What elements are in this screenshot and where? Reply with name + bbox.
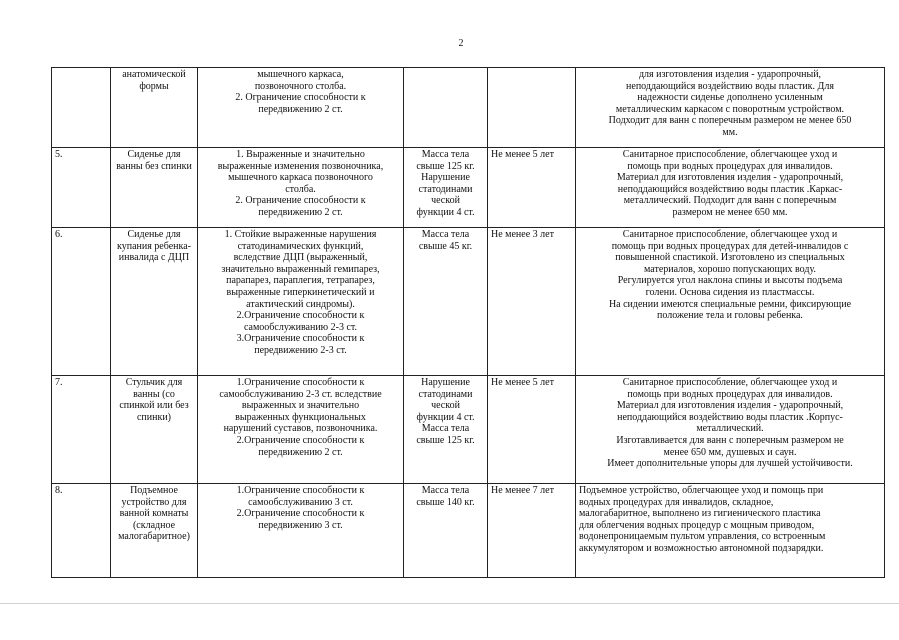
cell-line: мышечного каркаса, [257, 69, 344, 80]
cell-line: (складное [132, 519, 176, 531]
cell-line: повышенной спастикой. Изготовлено из специальных [615, 252, 845, 264]
cell-line: Изготавливается для ванн с поперечным размером не [616, 434, 844, 446]
cell-line: ванны без спинки [116, 160, 192, 172]
page-number: 2 [458, 38, 464, 49]
cell-line: свыше 125 кг. [416, 434, 475, 446]
cell-line: Регулируется угол наклона спины и высоты подъема [617, 275, 843, 287]
cell-line: Подъемное устройство, облегчающее уход и помощь при [579, 485, 824, 496]
cell-line: для изготовления изделия - ударопрочный, [638, 69, 822, 80]
cell-line: самообслуживанию 2-3 ст. вследствие [219, 388, 382, 400]
product-name [111, 484, 198, 578]
service-term [488, 68, 576, 148]
cell-line: спинкой или без [119, 400, 189, 412]
cell-line: Нарушение [421, 377, 470, 388]
cell-line: свыше 45 кг. [418, 240, 473, 252]
cell-line: ванной комнаты [119, 508, 189, 520]
cell-line: самообслуживанию 2-3 ст. [243, 321, 358, 333]
row-number [52, 68, 111, 148]
cell-line: передвижению 2-3 ст. [254, 344, 347, 356]
cell-line: функции 4 ст. [416, 206, 475, 218]
description [576, 376, 885, 484]
service-term: Не менее 7 лет [488, 484, 576, 578]
cell-line: 2. Ограничение способности к [235, 92, 366, 104]
cell-line: функции 4 ст. [416, 411, 475, 423]
cell-line: 3.Ограничение способности к [236, 333, 365, 345]
cell-line: статодинами [418, 183, 473, 195]
cell-line: ванны (со [133, 388, 175, 400]
contraindications [404, 68, 488, 148]
cell-line: помощь при водных процедурах для инвалидов. [627, 388, 833, 400]
cell-line: выраженные изменения позвоночника, [217, 160, 384, 172]
service-term: Не менее 5 лет [488, 148, 576, 228]
contraindications [404, 484, 488, 578]
description [576, 68, 885, 148]
product-name [111, 148, 198, 228]
cell-line: помощь при водных процедурах для детей-инвалидов с [611, 240, 849, 252]
table-row [52, 68, 885, 148]
cell-line: мм. [722, 126, 738, 138]
cell-line: Стульчик для [125, 377, 183, 388]
table-row [52, 148, 885, 228]
product-name [111, 228, 198, 376]
cell-line: статодинамических функций, [237, 240, 364, 252]
cell-line: нарушений суставов, позвоночника. [223, 423, 378, 435]
cell-line: положение тела и головы ребенка. [657, 310, 803, 322]
cell-line: Масса тела [421, 149, 470, 160]
cell-line: аккумулятором и возможностью автономной подзарядки. [579, 542, 824, 554]
indications [198, 68, 404, 148]
cell-line: Материал для изготовления изделия - ударопрочный, [616, 172, 844, 184]
cell-line: значительно выраженный гемипарез, [221, 263, 380, 275]
cell-line: Подъемное [130, 485, 178, 496]
cell-line: материалов, хорошо попускающих воду. [644, 263, 816, 275]
cell-line: Материал для изготовления изделия - ударопрочный, [616, 400, 844, 412]
cell-line: Нарушение [421, 172, 470, 184]
cell-line: Имеет дополнительные упоры для лучшей устойчивости. [607, 458, 853, 470]
indications [198, 376, 404, 484]
cell-line: 2.Ограничение способности к [236, 508, 365, 520]
cell-line: малогабаритное, выполнено из гигиенического пластика [579, 508, 821, 520]
cell-line: размером не менее 650 мм. [672, 206, 788, 218]
cell-line: Санитарное приспособление, облегчающее уход и [622, 377, 838, 388]
row-number: 7. [52, 376, 111, 484]
cell-line: передвижению 2 ст. [258, 446, 343, 458]
cell-line: спинки) [136, 411, 172, 423]
cell-line: свыше 125 кг. [416, 160, 475, 172]
cell-line: металлический. Подходит для ванн с поперечным [623, 195, 837, 207]
cell-line: неподдающийся воздействию воды пластик .Каркас- [617, 183, 843, 195]
cell-line: анатомической [122, 69, 186, 80]
cell-line: Масса тела [421, 229, 470, 240]
cell-line: ческой [431, 195, 460, 207]
cell-line: вследствие ДЦП (выраженный, [233, 252, 368, 264]
row-number: 6. [52, 228, 111, 376]
cell-line: 2. Ограничение способности к [235, 195, 366, 207]
description [576, 484, 885, 578]
indications [198, 148, 404, 228]
cell-line: Санитарное приспособление, облегчающее уход и [622, 229, 838, 240]
cell-line: 1. Стойкие выраженные нарушения [224, 229, 377, 240]
table-row [52, 376, 885, 484]
cell-line: 2.Ограничение способности к [236, 434, 365, 446]
cell-line: 2.Ограничение способности к [236, 310, 365, 322]
table-body [52, 68, 885, 578]
product-name [111, 376, 198, 484]
service-term: Не менее 3 лет [488, 228, 576, 376]
cell-line: металлическим каркасом с поворотным устройством. [615, 103, 845, 115]
cell-line: позвоночного столба. [254, 80, 347, 92]
cell-line: водных процедурах для инвалидов, складное, [579, 496, 774, 508]
indications [198, 228, 404, 376]
cell-line: водонепроницаемым пультом управления, со встроенным [579, 531, 826, 543]
cell-line: металлический. [696, 423, 764, 435]
description [576, 228, 885, 376]
cell-line: атактический синдромы). [246, 298, 355, 310]
product-name [111, 68, 198, 148]
cell-line: свыше 140 кг. [416, 496, 475, 508]
cell-line: надежности сиденье дополнено усиленным [637, 92, 823, 104]
cell-line: Масса тела [421, 423, 470, 435]
cell-line: На сидении имеются специальные ремни, фиксирующие [608, 298, 852, 310]
table-row [52, 484, 885, 578]
table-row [52, 228, 885, 376]
cell-line: 1.Ограничение способности к [236, 485, 365, 496]
cell-line: помощь при водных процедурах для инвалидов. [627, 160, 833, 172]
cell-line: малогабаритное) [118, 531, 190, 543]
description [576, 148, 885, 228]
cell-line: самообслуживанию 3 ст. [248, 496, 353, 508]
contraindications [404, 228, 488, 376]
cell-line: мышечного каркаса позвоночного [228, 172, 373, 184]
service-term: Не менее 5 лет [488, 376, 576, 484]
cell-line: 1.Ограничение способности к [236, 377, 365, 388]
cell-line: устройство для [121, 496, 187, 508]
cell-line: менее 650 мм, душевых и саун. [663, 446, 797, 458]
cell-line: ческой [431, 400, 460, 412]
bottom-divider [0, 603, 899, 604]
cell-line: передвижению 3 ст. [258, 519, 343, 531]
cell-line: столба. [285, 183, 316, 195]
cell-line: неподдающийся воздействию воды пластик .Корпус- [617, 411, 843, 423]
indications [198, 484, 404, 578]
cell-line: выраженные гиперкинетический и [226, 286, 375, 298]
cell-line: купания ребенка- [117, 240, 191, 252]
row-number: 8. [52, 484, 111, 578]
contraindications [404, 148, 488, 228]
cell-line: парапарез, параплегия, тетрапарез, [226, 275, 375, 287]
cell-line: передвижению 2 ст. [258, 103, 343, 115]
cell-line: выраженных и значительно [241, 400, 360, 412]
equipment-table [51, 67, 885, 578]
cell-line: для облегчения водных процедур с мощным приводом, [579, 519, 815, 531]
cell-line: 1. Выраженные и значительно [236, 149, 365, 160]
cell-line: Сиденье для [127, 229, 181, 240]
cell-line: формы [139, 80, 169, 92]
cell-line: инвалида с ДЦП [118, 252, 190, 264]
cell-line: голени. Основа сидения из пластмассы. [645, 286, 815, 298]
row-number: 5. [52, 148, 111, 228]
cell-line: выраженных функциональных [235, 411, 366, 423]
cell-line: неподдающийся воздействию воды пластик. Для [626, 80, 834, 92]
cell-line: передвижению 2 ст. [258, 206, 343, 218]
cell-line: статодинами [418, 388, 473, 400]
cell-line: Санитарное приспособление, облегчающее уход и [622, 149, 838, 160]
cell-line: Масса тела [421, 485, 470, 496]
cell-line: Сиденье для [127, 149, 181, 160]
cell-line: Подходит для ванн с поперечным размером не менее 650 [608, 115, 852, 127]
contraindications [404, 376, 488, 484]
